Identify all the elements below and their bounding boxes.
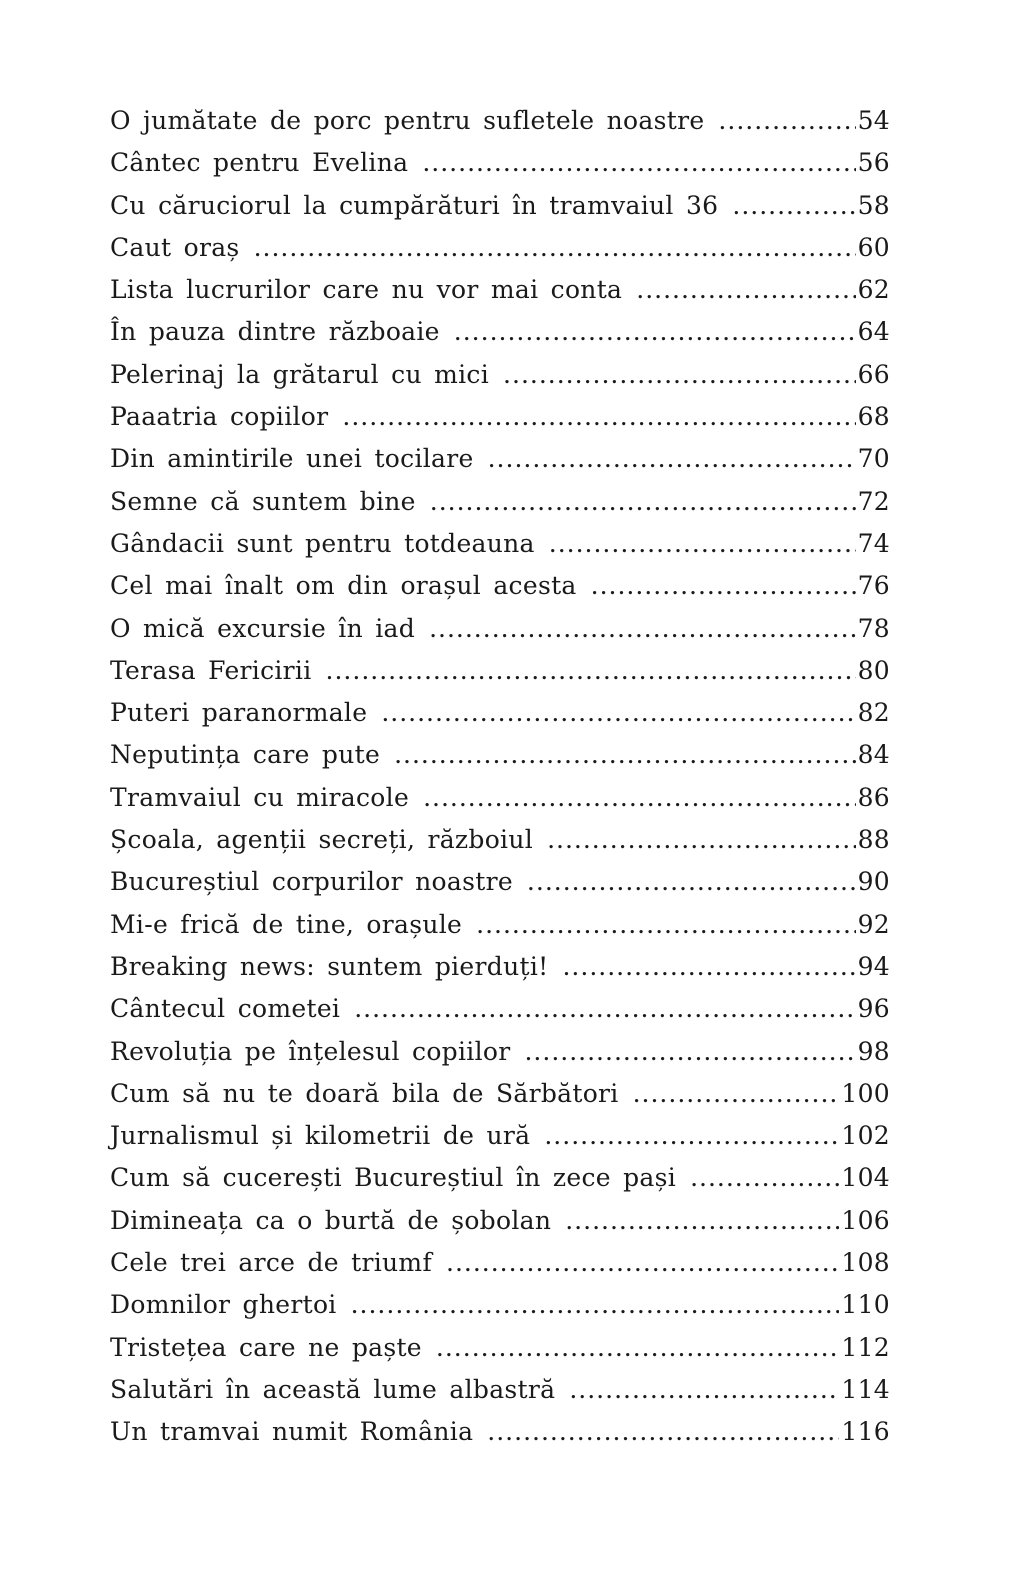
toc-entry[interactable] (110, 100, 890, 142)
toc-entry-page: 100 (841, 1078, 890, 1108)
toc-entry-title: Cântecul cometei (110, 994, 341, 1024)
toc-entry[interactable] (110, 692, 890, 734)
toc-entry-page: 110 (841, 1290, 890, 1320)
toc-dot-leader (488, 438, 856, 480)
toc-entry-page: 104 (841, 1163, 890, 1193)
toc-entry-title: Jurnalismul și kilometrii de ură (110, 1121, 531, 1151)
toc-entry-title: Tramvaiul cu miracole (110, 782, 410, 812)
toc-entry[interactable] (110, 1031, 890, 1073)
toc-entry-title: Cântec pentru Evelina (110, 148, 409, 178)
toc-entry-title: Mi-e frică de tine, orașule (110, 909, 463, 939)
toc-entry[interactable] (110, 185, 890, 227)
toc-entry[interactable] (110, 819, 890, 861)
toc-entry[interactable] (110, 227, 890, 269)
toc-entry-page: 88 (857, 825, 890, 855)
toc-entry-page: 70 (857, 444, 890, 474)
toc-entry-title: Cel mai înalt om din orașul acesta (110, 571, 577, 601)
table-of-contents (110, 100, 890, 1454)
toc-dot-leader (342, 396, 855, 438)
toc-dot-leader (565, 1200, 839, 1242)
toc-entry-page: 66 (857, 359, 890, 389)
toc-dot-leader (423, 777, 856, 819)
toc-entry-page: 90 (857, 867, 890, 897)
toc-dot-leader (430, 481, 856, 523)
toc-entry-page: 92 (857, 909, 890, 939)
toc-dot-leader (454, 311, 856, 353)
toc-dot-leader (422, 142, 855, 184)
toc-entry-page: 114 (841, 1374, 890, 1404)
toc-entry-title: Breaking news: suntem pierduți! (110, 951, 549, 981)
toc-entry-page: 78 (857, 613, 890, 643)
toc-dot-leader (476, 904, 855, 946)
toc-entry-title: Cum să nu te doară bila de Sărbători (110, 1078, 619, 1108)
toc-dot-leader (547, 819, 856, 861)
toc-entry-title: Lista lucrurilor care nu vor mai conta (110, 275, 623, 305)
toc-entry[interactable] (110, 1157, 890, 1199)
toc-entry[interactable] (110, 311, 890, 353)
toc-entry[interactable] (110, 354, 890, 396)
toc-entry-page: 106 (841, 1205, 890, 1235)
toc-entry[interactable] (110, 438, 890, 480)
toc-entry[interactable] (110, 988, 890, 1030)
toc-entry[interactable] (110, 777, 890, 819)
toc-entry-title: Revoluția pe înțelesul copiilor (110, 1036, 511, 1066)
toc-entry-page: 82 (857, 698, 890, 728)
toc-entry-title: Un tramvai numit România (110, 1417, 474, 1447)
toc-dot-leader (326, 650, 856, 692)
toc-entry[interactable] (110, 523, 890, 565)
toc-entry-page: 94 (857, 951, 890, 981)
toc-entry[interactable] (110, 396, 890, 438)
toc-entry-title: Cele trei arce de triumf (110, 1248, 432, 1278)
toc-dot-leader (633, 1073, 840, 1115)
toc-entry-page: 72 (857, 486, 890, 516)
toc-entry-title: Bucureștiul corpurilor noastre (110, 867, 513, 897)
toc-entry[interactable] (110, 946, 890, 988)
toc-entry-page: 54 (857, 106, 890, 135)
toc-entry[interactable] (110, 861, 890, 903)
toc-entry-page: 56 (857, 148, 890, 178)
toc-entry-page: 116 (841, 1417, 890, 1447)
toc-dot-leader (569, 1369, 839, 1411)
toc-entry[interactable] (110, 1073, 890, 1115)
toc-entry[interactable] (110, 269, 890, 311)
toc-dot-leader (503, 354, 856, 396)
toc-dot-leader (732, 185, 855, 227)
toc-dot-leader (446, 1242, 839, 1284)
toc-entry-title: Cu căruciorul la cumpărături în tramvaiul 36 (110, 190, 719, 220)
toc-entry-page: 60 (857, 232, 890, 262)
toc-entry-page: 62 (857, 275, 890, 305)
toc-entry[interactable] (110, 734, 890, 776)
toc-entry-page: 64 (857, 317, 890, 347)
toc-dot-leader (351, 1284, 840, 1326)
toc-entry-page: 112 (841, 1332, 890, 1362)
toc-dot-leader (544, 1115, 839, 1157)
toc-dot-leader (487, 1411, 839, 1453)
toc-entry-title: Terasa Fericirii (110, 655, 312, 685)
toc-entry-page: 74 (857, 528, 890, 558)
toc-dot-leader (381, 692, 855, 734)
toc-dot-leader (394, 734, 856, 776)
toc-dot-leader (254, 227, 856, 269)
toc-entry-title: Cum să cucerești Bucureștiul în zece pași (110, 1163, 677, 1193)
toc-entry-page: 68 (857, 402, 890, 432)
toc-entry[interactable] (110, 1327, 890, 1369)
toc-entry[interactable] (110, 1284, 890, 1326)
toc-dot-leader (562, 946, 855, 988)
toc-entry[interactable] (110, 565, 890, 607)
toc-dot-leader (429, 608, 856, 650)
toc-entry[interactable] (110, 650, 890, 692)
toc-entry-title: Salutări în această lume albastră (110, 1374, 556, 1404)
toc-entry-page: 96 (857, 994, 890, 1024)
toc-entry-title: Gândacii sunt pentru totdeauna (110, 528, 535, 558)
toc-entry-page: 80 (857, 655, 890, 685)
toc-entry[interactable] (110, 1242, 890, 1284)
toc-dot-leader (591, 565, 856, 607)
toc-entry-title: Neputința care pute (110, 740, 381, 770)
toc-entry-page: 86 (857, 782, 890, 812)
toc-entry-page: 98 (857, 1036, 890, 1066)
toc-entry-page: 102 (841, 1121, 890, 1151)
toc-entry[interactable] (110, 1115, 890, 1157)
toc-entry-title: Caut oraș (110, 232, 240, 262)
toc-entry-title: Domnilor ghertoi (110, 1290, 337, 1320)
toc-dot-leader (549, 523, 856, 565)
toc-entry-title: Pelerinaj la grătarul cu mici (110, 359, 490, 389)
toc-entry-title: Tristețea care ne paște (110, 1332, 422, 1362)
toc-dot-leader (436, 1327, 839, 1369)
toc-entry[interactable] (110, 142, 890, 184)
toc-dot-leader (527, 861, 856, 903)
toc-entry-title: Dimineața ca o burtă de șobolan (110, 1205, 552, 1235)
toc-entry-title: Semne că suntem bine (110, 486, 416, 516)
toc-entry[interactable] (110, 608, 890, 650)
toc-entry-title: Din amintirile unei tocilare (110, 444, 474, 474)
toc-entry[interactable] (110, 1411, 890, 1453)
toc-entry-title: Puteri paranormale (110, 698, 368, 728)
toc-entry[interactable] (110, 1369, 890, 1411)
toc-dot-leader (718, 100, 855, 142)
toc-entry-page: 84 (857, 740, 890, 770)
toc-entry-title: O mică excursie în iad (110, 613, 416, 643)
toc-entry-title: În pauza dintre războaie (110, 317, 440, 347)
toc-dot-leader (524, 1031, 855, 1073)
toc-entry[interactable] (110, 481, 890, 523)
toc-entry-page: 108 (841, 1248, 890, 1278)
toc-entry-page: 76 (857, 571, 890, 601)
toc-dot-leader (354, 988, 855, 1030)
toc-entry[interactable] (110, 904, 890, 946)
toc-dot-leader (636, 269, 855, 311)
toc-dot-leader (690, 1157, 839, 1199)
toc-entry-title: Școala, agenții secreți, războiul (110, 825, 534, 855)
toc-entry[interactable] (110, 1200, 890, 1242)
toc-entry-title: O jumătate de porc pentru sufletele noastre (110, 106, 705, 135)
toc-entry-title: Paaatria copiilor (110, 402, 329, 432)
toc-entry-page: 58 (857, 190, 890, 220)
